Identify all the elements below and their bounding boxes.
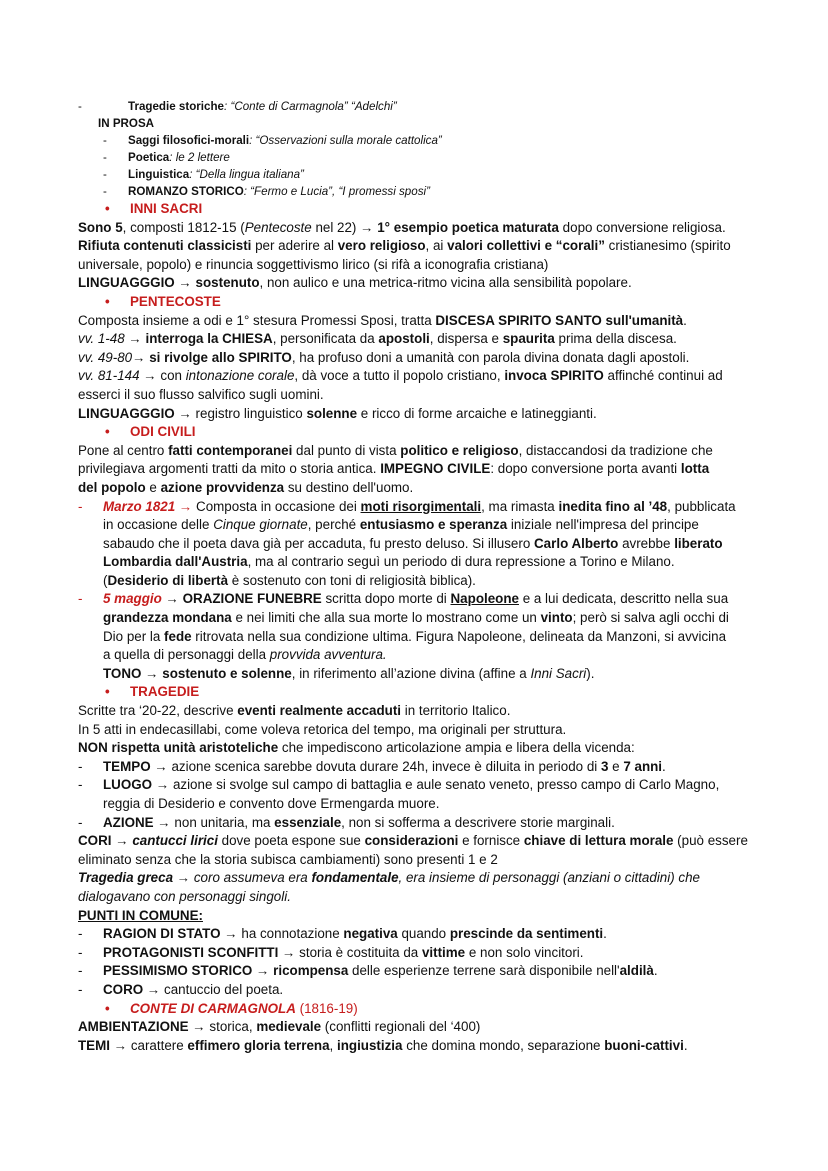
list-item: - Poetica: le 2 lettere (103, 151, 230, 164)
list-item-tempo: - TEMPO → azione scenica sarebbe dovuta durare 24h, invece è diluita in periodo di 3 e 7 anni. (78, 758, 666, 774)
paragraph: vv. 1-48 → interroga la CHIESA, personificata da apostoli, dispersa e spaurita prima della discesa. (78, 331, 677, 347)
list-item: - Saggi filosofici-morali: “Osservazioni sulla morale cattolica” (103, 134, 442, 147)
list-item-pessimismo: - PESSIMISMO STORICO → ricompensa delle esperienze terrene sarà disponibile nell'aldilà. (78, 963, 658, 979)
list-item-marzo-1821: - Marzo 1821 → Composta in occasione dei moti risorgimentali, ma rimasta inedita fino al ’48, pubblicata (78, 498, 736, 514)
list-item-continuation: a quella di personaggi della provvida avventura. (103, 647, 387, 663)
paragraph: privilegiava argomenti tratti da mito o storia antica. IMPEGNO CIVILE: dopo conversione porta avanti lotta (78, 461, 710, 477)
paragraph: Composta insieme a odi e 1° stesura Promessi Sposi, tratta DISCESA SPIRITO SANTO sull'umanità. (78, 312, 687, 328)
paragraph: Pone al centro fatti contemporanei dal punto di vista politico e religioso, distaccandosi da tradizione che (78, 442, 713, 458)
list-item-protagonisti: - PROTAGONISTI SCONFITTI → storia è costituita da vittime e non solo vincitori. (78, 944, 584, 960)
paragraph-cori: CORI → cantucci lirici dove poeta espone sue considerazioni e fornisce chiave di lettura morale (può essere (78, 833, 748, 849)
list-item-continuation: Lombardia dall'Austria, ma al contrario seguì un periodo di dura repressione a Torino e Milano. (103, 554, 675, 570)
paragraph: del popolo e azione provvidenza su destino dell'uomo. (78, 479, 414, 495)
paragraph: eliminato senza che la storia subisca cambiamenti) sono presenti 1 e 2 (78, 851, 498, 867)
list-item-continuation: TONO → sostenuto e solenne, in riferimento all’azione divina (affine a Inni Sacri). (103, 665, 595, 681)
paragraph: dialogavano con personaggi singoli. (78, 888, 291, 904)
paragraph: vv. 49-80→ si rivolge allo SPIRITO, ha profuso doni a umanità con parola divina donata dagli apostoli. (78, 349, 690, 365)
paragraph: esserci il suo flusso salvifico sugli uomini. (78, 386, 324, 402)
list-item-ragion-di-stato: - RAGION DI STATO → ha connotazione negativa quando prescinde da sentimenti. (78, 926, 607, 942)
paragraph: AMBIENTAZIONE → storica, medievale (conflitti regionali del ‘400) (78, 1019, 481, 1035)
list-item-continuation: reggia di Desiderio e convento dove Ermengarda muore. (103, 796, 440, 811)
list-item-coro: - CORO → cantuccio del poeta. (78, 981, 284, 997)
heading-pentecoste: • PENTECOSTE (78, 293, 750, 312)
heading-odi-civili: • ODI CIVILI (78, 423, 750, 442)
bullet-icon: • (105, 293, 110, 309)
list-item: - Linguistica: “Della lingua italiana” (103, 168, 304, 181)
bullet-icon: • (105, 1000, 110, 1016)
paragraph-tragedia-greca: Tragedia greca → coro assumeva era fondamentale, era insieme di personaggi (anziani o cittadini) che (78, 870, 700, 886)
heading-conte-di-carmagnola: • CONTE DI CARMAGNOLA (1816-19) (78, 1000, 750, 1019)
list-item-continuation: (Desiderio di libertà è sostenuto con toni di religiosità biblica). (103, 572, 476, 588)
list-item-luogo: - LUOGO → azione si svolge sul campo di battaglia e aule senato veneto, presso campo di Carlo Magno, (78, 777, 720, 793)
paragraph: vv. 81-144 → con intonazione corale, dà voce a tutto il popolo cristiano, invoca SPIRITO affinché continui ad (78, 368, 723, 384)
list-item-5-maggio: - 5 maggio → ORAZIONE FUNEBRE scritta dopo morte di Napoleone e a lui dedicata, descritto nella sua (78, 591, 729, 607)
heading-tragedie: • TRAGEDIE (78, 683, 750, 702)
paragraph: LINGUAGGGIO → sostenuto, non aulico e una metrica-ritmo vicina alla sensibilità popolare. (78, 275, 632, 291)
bullet-icon: • (105, 424, 110, 440)
document-page (78, 98, 750, 1055)
list-item-continuation: grandezza mondana e nei limiti che alla sua morte lo mostrano come un vinto; però si salva agli occhi di (103, 610, 729, 626)
list-item-continuation: sabaudo che il poeta dava già per accaduta, fu presto deluso. Si illusero Carlo Alberto avrebbe liberato (103, 535, 723, 551)
section-label-in-prosa: IN PROSA (98, 117, 155, 130)
paragraph: Scritte tra ‘20-22, descrive eventi realmente accaduti in territorio Italico. (78, 703, 511, 719)
list-item-continuation: in occasione delle Cinque giornate, perché entusiasmo e speranza iniziale nell'impresa del principe (103, 517, 699, 533)
list-item-continuation: Dio per la fede ritrovata nella sua condizione ultima. Figura Napoleone, delineata da Manzoni, si avvicina (103, 628, 727, 644)
paragraph: Sono 5, composti 1812-15 (Pentecoste nel 22) → 1° esempio poetica maturata dopo conversione religiosa. (78, 219, 726, 235)
bullet-icon: • (105, 684, 110, 700)
paragraph: TEMI → carattere effimero gloria terrena, ingiustizia che domina mondo, separazione buoni-cattivi. (78, 1037, 688, 1053)
paragraph: universale, popolo) e rinuncia soggettivismo lirico (si rifà a iconografia cristiana) (78, 256, 549, 272)
list-item-azione: - AZIONE → non unitaria, ma essenziale, non si sofferma a descrivere storie marginali. (78, 814, 615, 830)
paragraph: NON rispetta unità aristoteliche che impediscono articolazione ampia e libera della vicenda: (78, 740, 635, 756)
subheading-punti-in-comune: PUNTI IN COMUNE: (78, 907, 203, 923)
list-item-tragedie-storiche: - Tragedie storiche: “Conte di Carmagnola” “Adelchi” (78, 100, 397, 113)
paragraph: In 5 atti in endecasillabi, come voleva retorica del tempo, ma originali per struttura. (78, 721, 567, 737)
bullet-icon: • (105, 201, 110, 216)
heading-inni-sacri: • INNI SACRI (78, 200, 750, 219)
paragraph: LINGUAGGGIO → registro linguistico solenne e ricco di forme arcaiche e latineggianti. (78, 405, 597, 421)
list-item: - ROMANZO STORICO: “Fermo e Lucia”, “I promessi sposi” (103, 185, 430, 198)
paragraph: Rifiuta contenuti classicisti per aderire al vero religioso, ai valori collettivi e “corali” cristianesimo (spirito (78, 238, 731, 254)
